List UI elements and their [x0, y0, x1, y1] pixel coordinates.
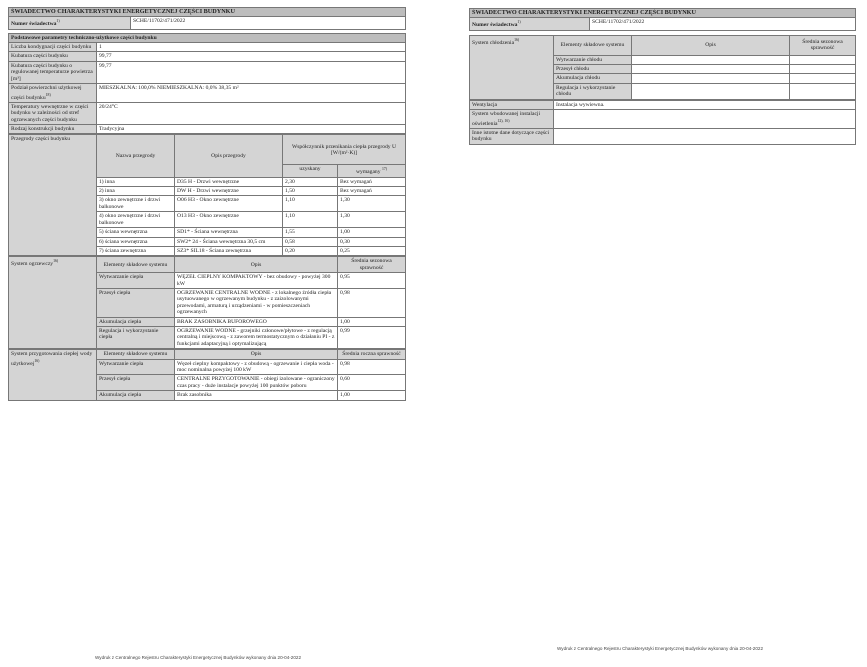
heating-eff: 1,00: [338, 317, 406, 326]
partition-name-header: Nazwa przegrody: [97, 135, 175, 177]
partition-u-actual: 0,20: [283, 246, 338, 255]
heating-element: Wytwarzanie ciepła: [97, 273, 175, 289]
heating-desc-header: Opis: [175, 257, 338, 273]
partition-desc: SZ3* SIL18 - Ściana zewnętrzna: [175, 246, 283, 255]
partition-u-actual: 2,30: [283, 177, 338, 186]
cooling-elem-header: Elementy składowe systemu: [554, 35, 632, 55]
heating-desc: BRAK ZASOBNIKA BUFOROWEGO: [175, 317, 338, 326]
cooling-table: [469, 35, 856, 100]
other-systems-table: [469, 100, 856, 145]
heating-element: Akumulacja ciepła: [97, 317, 175, 326]
hot-water-desc: Brak zasobnika: [175, 391, 338, 400]
u-required-header: wymagany $^{17)}$: [338, 165, 406, 177]
param-value: 99,77: [97, 61, 406, 83]
ventilation-label: Wentylacja: [470, 100, 554, 109]
cooling-desc: [632, 83, 790, 99]
right-certificate-title: ŚWIADECTWO CHARAKTERYSTYKI ENERGETYCZNEJ CZĘŚCI BUDYNKU: [470, 9, 856, 18]
heating-label: System ogrzewczy$^{16)}$: [9, 257, 97, 349]
u-actual-header: uzyskany: [283, 165, 338, 177]
lighting-value: [554, 110, 856, 129]
certificate-number-value: SCHE/11702/471/2022: [131, 17, 406, 29]
partition-u-actual: 1,50: [283, 187, 338, 196]
partition-u-actual: 1,55: [283, 228, 338, 237]
hot-water-eff: 0,98: [338, 359, 406, 375]
partition-desc-header: Opis przegrody: [175, 135, 283, 177]
cooling-element: Akumulacja chłodu: [554, 74, 632, 83]
heating-desc: WĘZEŁ CIEPLNY KOMPAKTOWY - bez obudowy - powyżej 300 kW: [175, 273, 338, 289]
hot-water-eff: 0,60: [338, 375, 406, 391]
param-label: Rodzaj konstrukcji budynku: [9, 125, 97, 134]
param-label: Kubatura części budynku: [9, 52, 97, 61]
ventilation-value: Instalacja wywiewna.: [554, 100, 856, 109]
cooling-element: Wytwarzanie chłodu: [554, 55, 632, 64]
cooling-desc: [632, 55, 790, 64]
param-value: Tradycyjna: [97, 125, 406, 134]
parameters-table: [8, 33, 406, 135]
partition-name: 1) inna: [97, 177, 175, 186]
other-data-label: Inne istotne dane dotyczące części budynku: [470, 128, 554, 144]
heating-element: Przesył ciepła: [97, 288, 175, 317]
heating-table: [8, 256, 406, 349]
right-certificate-number-label: Numer świadectwa$^{1)}$: [470, 18, 590, 30]
partition-desc: O13 H3 - Okno zewnętrzne: [175, 212, 283, 228]
partition-desc: SD1* - Ściana wewnętrzna: [175, 228, 283, 237]
partition-name: 6) ściana wewnętrzna: [97, 237, 175, 246]
hot-water-eff: 1,00: [338, 391, 406, 400]
right-certificate-number-value: SCHE/11702/471/2022: [590, 18, 856, 30]
hot-water-desc: CENTRALNE PRZYGOTOWANIE - obiegi izolowane - ograniczony czas pracy - duże instalacje powyżej 100 punktów poboru: [175, 375, 338, 391]
heating-elem-header: Elementy składowe systemu: [97, 257, 175, 273]
partition-u-required: 1,30: [338, 196, 406, 212]
right-header-table: [469, 8, 856, 31]
hot-water-element: Przesył ciepła: [97, 375, 175, 391]
cooling-element: Regulacja i wykorzystanie chłodu: [554, 83, 632, 99]
right-page: [469, 8, 856, 145]
cooling-element: Przesył chłodu: [554, 65, 632, 74]
heating-desc: OGRZEWANIE CENTRALNE WODNE - z lokalnego źródła ciepła usytuowanego w ogrzewanym budynku - z zaizolowanymi przewodami, armaturą i urządzeniami - w pomieszczeniach ogrzewanych: [175, 288, 338, 317]
param-value: 99,77: [97, 52, 406, 61]
partition-u-required: 0,25: [338, 246, 406, 255]
hot-water-desc-header: Opis: [175, 350, 338, 359]
param-label: Temperatury wewnętrzne w części budynku w zależności od stref ogrzewanych części budynku: [9, 102, 97, 124]
hot-water-label: System przygotowania ciepłej wody użytkowej$^{16)}$: [9, 350, 97, 400]
partitions-table: [8, 134, 406, 256]
partition-name: 7) ściana zewnętrzna: [97, 246, 175, 255]
other-data-value: [554, 128, 856, 144]
cooling-eff-header: Średnia sezonowa sprawność: [790, 35, 856, 55]
partition-desc: SW2* 24 - Ściana wewnętrzna 30,5 cm: [175, 237, 283, 246]
heating-desc: OGRZEWANIE WODNE - grzejniki członowe/płytowe - z regulacją centralną i miejscową - z zaworem termostatycznym o działaniu PI - z funkcjami adaptacyjną i optymalizującą: [175, 326, 338, 348]
partition-desc: DW H - Drzwi wewnętrzne: [175, 187, 283, 196]
param-value: 1: [97, 43, 406, 52]
hot-water-element: Akumulacja ciepła: [97, 391, 175, 400]
cooling-desc-header: Opis: [632, 35, 790, 55]
heating-eff: 0,99: [338, 326, 406, 348]
hot-water-table: [8, 349, 406, 400]
lighting-label: System wbudowanej instalacji oświetlenia$^{12), 16)}$: [470, 110, 554, 129]
hot-water-desc: Węzeł cieplny kompaktowy - z obudową - ogrzewanie i ciepła woda - moc nominalna powyżej 100 kW: [175, 359, 338, 375]
partition-desc: D35 H - Drzwi wewnętrzne: [175, 177, 283, 186]
partition-u-required: 1,00: [338, 228, 406, 237]
partitions-label: Przegrody części budynku: [9, 135, 97, 256]
partition-name: 2) inna: [97, 187, 175, 196]
partition-name: 4) okno zewnętrzne i drzwi balkonowe: [97, 212, 175, 228]
partition-u-required: Bez wymagań: [338, 177, 406, 186]
param-label: Kubatura części budynku o regulowanej temperaturze powietrza [m³]: [9, 61, 97, 83]
cooling-desc: [632, 74, 790, 83]
partition-u-actual: 1,10: [283, 212, 338, 228]
cooling-eff: [790, 55, 856, 64]
left-page: [8, 7, 406, 401]
partition-u-required: 0,30: [338, 237, 406, 246]
cooling-label: System chłodzenia$^{16)}$: [470, 35, 554, 99]
cooling-eff: [790, 74, 856, 83]
parameters-section-title: Podstawowe parametry techniczno-użytkowe części budynku: [9, 33, 406, 42]
param-value: 20/24°C: [97, 102, 406, 124]
hot-water-eff-header: Średnia roczna sprawność: [338, 350, 406, 359]
heating-eff: 0,95: [338, 273, 406, 289]
heating-eff-header: Średnia sezonowa sprawność: [338, 257, 406, 273]
heating-element: Regulacja i wykorzystanie ciepła: [97, 326, 175, 348]
hot-water-element: Wytwarzanie ciepła: [97, 359, 175, 375]
cooling-desc: [632, 65, 790, 74]
param-label: Podział powierzchni użytkowej części budynku$^{18)}$: [9, 84, 97, 103]
right-footer: Wydruk z Centralnego Rejestru Charakterystyki Energetycznej Budynków wykonany dnia 20-04-2022: [557, 646, 764, 651]
partition-u-actual: 1,10: [283, 196, 338, 212]
cooling-eff: [790, 65, 856, 74]
param-value: MIESZKALNA: 100,0% NIEMIESZKALNA: 0,0% 38,35 m²: [97, 84, 406, 103]
partition-u-actual: 0,58: [283, 237, 338, 246]
partition-name: 5) ściana wewnętrzna: [97, 228, 175, 237]
hot-water-elem-header: Elementy składowe systemu: [97, 350, 175, 359]
partition-desc: O06 H3 - Okno zewnętrzne: [175, 196, 283, 212]
cooling-eff: [790, 83, 856, 99]
partition-u-required: 1,30: [338, 212, 406, 228]
heating-eff: 0,98: [338, 288, 406, 317]
param-label: Liczba kondygnacji części budynku: [9, 43, 97, 52]
u-coefficient-header: Współczynnik przenikania ciepła przegrody U [W/(m²·K)]: [283, 135, 406, 165]
left-footer: Wydruk z Centralnego Rejestru Charakterystyki Energetycznej Budynków wykonany dnia 20-04-2022: [95, 655, 302, 660]
certificate-title: ŚWIADECTWO CHARAKTERYSTYKI ENERGETYCZNEJ CZĘŚCI BUDYNKU: [9, 8, 406, 17]
certificate-number-label: Numer świadectwa$^{1)}$: [9, 17, 131, 29]
header-table: [8, 7, 406, 30]
partition-u-required: Bez wymagań: [338, 187, 406, 196]
partition-name: 3) okno zewnętrzne i drzwi balkonowe: [97, 196, 175, 212]
